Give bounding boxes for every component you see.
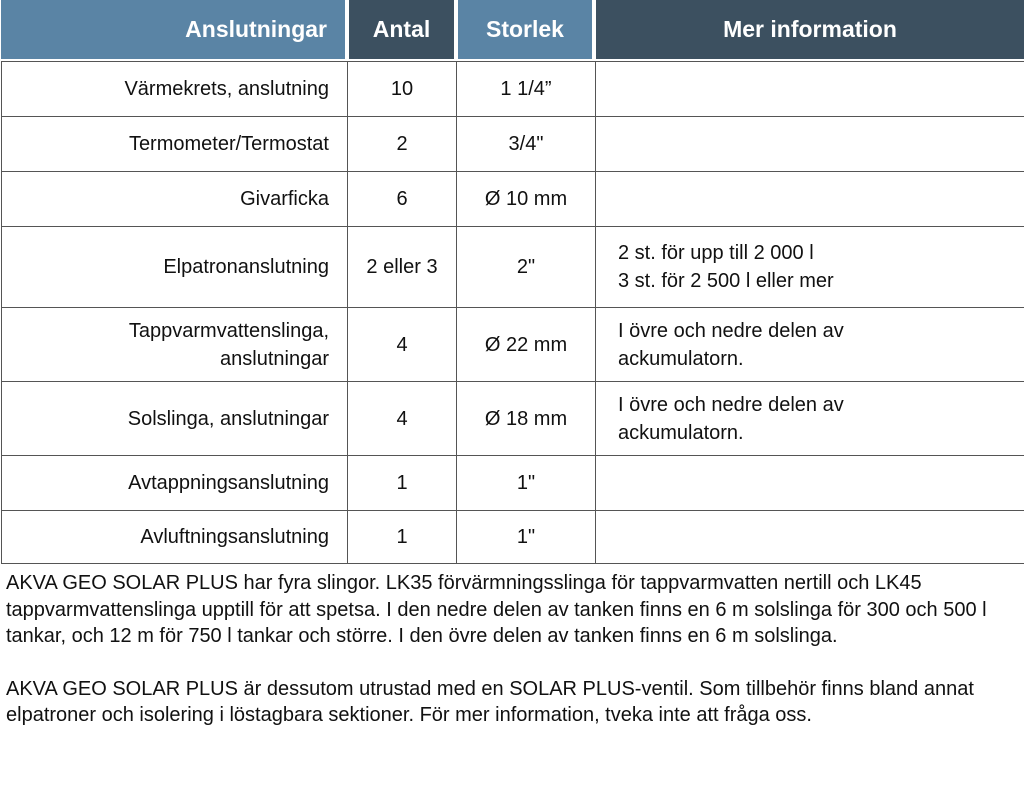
cell-storlek: Ø 18 mm	[457, 382, 596, 456]
cell-antal: 4	[348, 308, 457, 382]
table-row	[2, 511, 1024, 564]
cell-info: I övre och nedre delen av ackumulatorn.	[596, 308, 1024, 382]
cell-info: 2 st. för upp till 2 000 l 3 st. för 2 500 l eller mer	[596, 227, 1024, 308]
cell-info	[596, 456, 1024, 511]
cell-info: I övre och nedre delen av ackumulatorn.	[596, 382, 1024, 456]
table-row	[2, 308, 1024, 382]
table-row	[2, 227, 1024, 308]
cell-storlek: 3/4"	[457, 117, 596, 172]
connections-table	[1, 61, 1024, 564]
header-anslutningar: Anslutningar	[1, 0, 345, 59]
cell-anslutning: Elpatronanslutning	[2, 227, 348, 308]
cell-antal: 1	[348, 511, 457, 564]
cell-anslutning: Tappvarmvattenslinga, anslutningar	[2, 308, 348, 382]
cell-storlek: 1"	[457, 456, 596, 511]
description-text	[6, 570, 1016, 755]
cell-antal: 1	[348, 456, 457, 511]
cell-info	[596, 62, 1024, 117]
cell-antal: 2	[348, 117, 457, 172]
cell-storlek: Ø 10 mm	[457, 172, 596, 227]
cell-info	[596, 511, 1024, 564]
cell-anslutning: Avtappningsanslutning	[2, 456, 348, 511]
cell-anslutning: Avluftningsanslutning	[2, 511, 348, 564]
header-mer-information: Mer information	[596, 0, 1024, 59]
cell-storlek: 1"	[457, 511, 596, 564]
cell-antal: 2 eller 3	[348, 227, 457, 308]
cell-anslutning: Värmekrets, anslutning	[2, 62, 348, 117]
header-storlek: Storlek	[458, 0, 592, 59]
table-row	[2, 382, 1024, 456]
cell-antal: 4	[348, 382, 457, 456]
table-row	[2, 456, 1024, 511]
cell-anslutning: Givarficka	[2, 172, 348, 227]
cell-info	[596, 172, 1024, 227]
header-antal: Antal	[349, 0, 454, 59]
cell-storlek: 1 1/4”	[457, 62, 596, 117]
description-paragraph-2: AKVA GEO SOLAR PLUS är dessutom utrustad med en SOLAR PLUS-ventil. Som tillbehör finns bland annat elpatroner och isolering i löstagbara sektioner. För mer information, tveka inte att fråga oss.	[6, 677, 974, 726]
table-row	[2, 62, 1024, 117]
cell-anslutning: Termometer/Termostat	[2, 117, 348, 172]
description-paragraph-1: AKVA GEO SOLAR PLUS har fyra slingor. LK35 förvärmningsslinga för tappvarmvatten nertill och LK45 tappvarmvattenslinga upptill för att spetsa. I den nedre delen av tanken finns en 6 m solslinga för 300 och 500 l tankar, och 12 m för 750 l tankar och större. I den övre delen av tanken finns en 6 m solslinga.	[6, 572, 987, 647]
table-row	[2, 172, 1024, 227]
cell-storlek: Ø 22 mm	[457, 308, 596, 382]
cell-anslutning: Solslinga, anslutningar	[2, 382, 348, 456]
cell-info	[596, 117, 1024, 172]
cell-antal: 10	[348, 62, 457, 117]
table-row	[2, 117, 1024, 172]
cell-antal: 6	[348, 172, 457, 227]
cell-storlek: 2"	[457, 227, 596, 308]
